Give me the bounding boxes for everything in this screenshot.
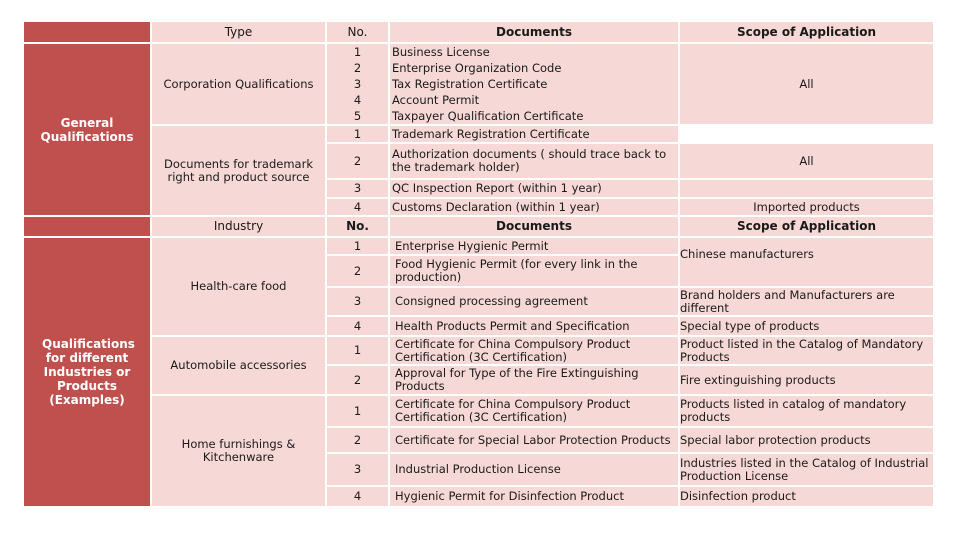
corp-no: 1 [353,45,362,59]
trademark-doc-2-text: Authorization documents ( should trace back to the trademark holder) [392,147,667,174]
health-no-4: 4 [327,317,388,335]
auto-doc-1 [390,337,678,364]
scope-corp-all: All [680,44,933,124]
corp-no: 5 [353,109,362,123]
industry-header-blank [24,217,150,236]
home-doc-4: Hygienic Permit for Disinfection Product [390,487,678,506]
health-doc-4: Health Products Permit and Specification [390,317,678,335]
scope-imported: Imported products [680,199,933,215]
scope-industrial-license [680,454,933,485]
industry-header-documents: Documents [390,217,678,236]
trademark-no-3: 3 [327,180,388,197]
home-no-1: 1 [327,396,388,426]
type-corporation: Corporation Qualifications [152,44,325,124]
trademark-doc-3: QC Inspection Report (within 1 year) [390,180,678,197]
general-qualifications-text: General Qualifications [40,115,134,144]
type-trademark-text: Documents for trademark right and product source [164,156,313,184]
corp-doc: Taxpayer Qualification Certificate [392,109,584,123]
corp-doc: Business License [392,45,490,59]
auto-doc-1-text: Certificate for China Compulsory Product Certification (3C Certification) [395,336,631,364]
scope-disinfection: Disinfection product [680,487,933,506]
home-doc-1 [390,396,678,426]
type-trademark [152,126,325,215]
trademark-no-4: 4 [327,199,388,215]
auto-doc-2-text: Approval for Type of the Fire Extinguishing Products [395,366,639,393]
corp-no: 3 [353,77,362,91]
scope-special-labor: Special labor protection products [680,428,933,452]
trademark-no-2: 2 [327,144,388,178]
header-type: Type [152,22,325,42]
type-automobile-accessories: Automobile accessories [152,337,325,394]
health-no-3: 3 [327,288,388,315]
auto-no-1: 1 [327,337,388,364]
header-scope: Scope of Application [680,22,933,42]
industries-label [24,238,150,506]
scope-industrial-license-text: Industries listed in the Catalog of Industrial Production License [680,455,929,483]
home-no-4: 4 [327,487,388,506]
industry-header-type: Industry [152,217,325,236]
home-doc-2: Certificate for Special Labor Protection Products [390,428,678,452]
industries-label-text: Qualifications for different Industries or Products (Examples) [42,337,135,407]
trademark-doc-4: Customs Declaration (within 1 year) [390,199,678,215]
corp-doc: Tax Registration Certificate [392,77,548,91]
corp-doc: Account Permit [392,93,480,107]
general-qualifications-label [24,44,150,215]
home-no-3: 3 [327,454,388,485]
scope-trademark-all: All [680,144,933,178]
scope-catalog-mandatory-text: Products listed in catalog of mandatory products [680,397,907,424]
corp-no: 2 [353,61,362,75]
health-no-1: 1 [327,238,388,254]
header-documents: Documents [390,22,678,42]
scope-brand-holders-text: Brand holders and Manufacturers are different [680,287,895,315]
scope-mandatory-products [680,337,933,364]
auto-doc-2 [390,366,678,394]
type-home-furnishings [152,396,325,506]
home-no-2: 2 [327,428,388,452]
trademark-no-1: 1 [327,126,388,142]
health-doc-2 [390,256,678,286]
scope-mandatory-products-text: Product listed in the Catalog of Mandatory Products [680,336,924,364]
trademark-doc-1: Trademark Registration Certificate [390,126,678,142]
header-no: No. [327,22,388,42]
home-doc-1-text: Certificate for China Compulsory Product Certification (3C Certification) [395,397,631,424]
health-doc-2-text: Food Hygienic Permit (for every link in the production) [395,257,638,284]
auto-no-2: 2 [327,366,388,394]
scope-brand-holders [680,288,933,315]
industry-header-scope: Scope of Application [680,217,933,236]
type-home-furnishings-text: Home furnishings & Kitchenware [181,437,296,464]
scope-fire-extinguishing: Fire extinguishing products [680,366,933,394]
corp-documents [390,44,678,124]
type-health-care-food: Health-care food [152,238,325,335]
home-doc-3: Industrial Production License [390,454,678,485]
scope-chinese-manufacturers: Chinese manufacturers [680,238,933,286]
corp-numbers [327,44,388,124]
corp-no: 4 [353,93,362,107]
scope-blank [680,180,933,197]
health-no-2: 2 [327,256,388,286]
scope-special-type: Special type of products [680,317,933,335]
header-blank [24,22,150,42]
health-doc-1: Enterprise Hygienic Permit [390,238,678,254]
trademark-doc-2 [390,144,678,178]
health-doc-3: Consigned processing agreement [390,288,678,315]
scope-catalog-mandatory [680,396,933,426]
corp-doc: Enterprise Organization Code [392,61,562,75]
industry-header-no: No. [327,217,388,236]
